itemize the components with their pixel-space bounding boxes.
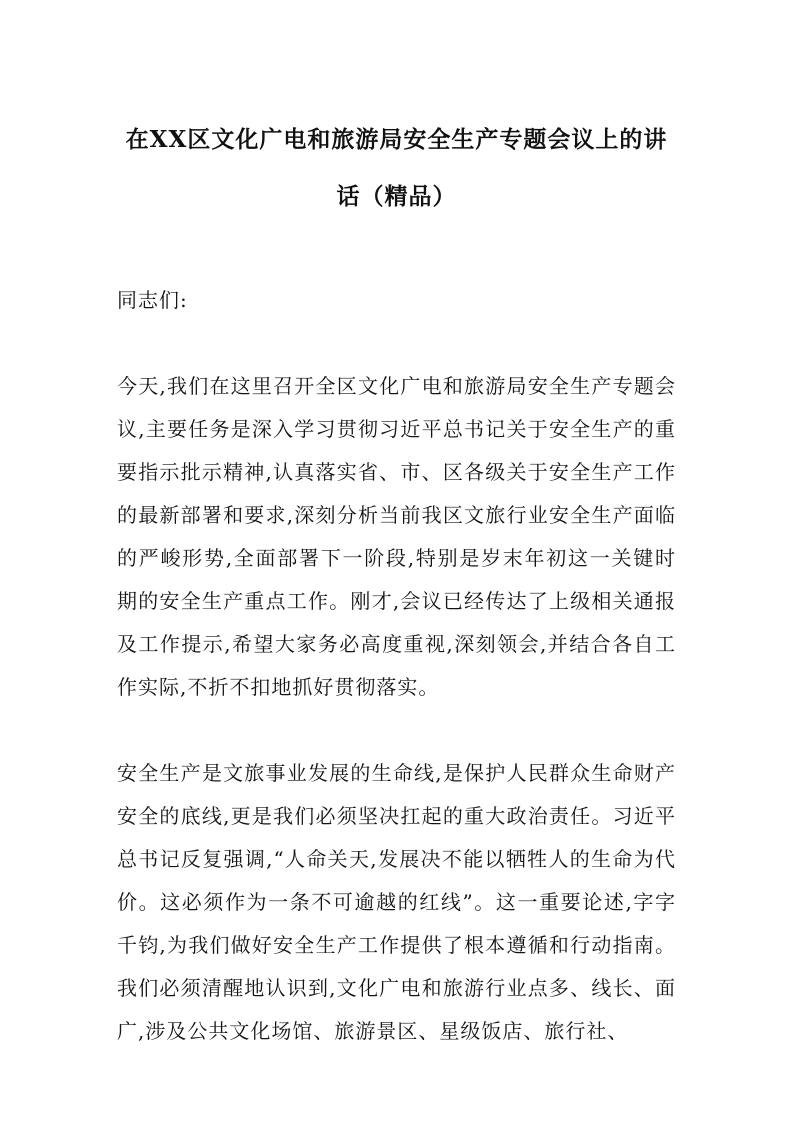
document-body xyxy=(117,279,676,1053)
document-title: 在XX区文化广电和旅游局安全生产专题会议上的讲话（精品） xyxy=(125,126,668,210)
salutation-paragraph: 同志们: xyxy=(117,288,188,312)
body-paragraph: 安全生产是文旅事业发展的生命线,是保护人民群众生命财产安全的底线,更是我们必须坚决扛起的重大政治责任。习近平总书记反复强调,“人命关天,发展决不能以牺牲人的生命为代价。这必须作为一条不可逾越的红线”。这一重要论述,字字千钧,为我们做好安全生产工作提供了根本遵循和行动指南。我们必须清醒地认识到,文化广电和旅游行业点多、线长、面广,涉及公共文化场馆、旅游景区、星级饭店、旅行社、 xyxy=(117,761,676,1043)
body-paragraph: 今天,我们在这里召开全区文化广电和旅游局安全生产专题会议,主要任务是深入学习贯彻习近平总书记关于安全生产的重要指示批示精神,认真落实省、市、区各级关于安全生产工作的最新部署和要求,深刻分析当前我区文旅行业安全生产面临的严峻形势,全面部署下一阶段,特别是岁末年初这一关键时期的安全生产重点工作。刚才,会议已经传达了上级相关通报及工作提示,希望大家务必高度重视,深刻领会,并结合各自工作实际,不折不扣地抓好贯彻落实。 xyxy=(117,374,676,699)
